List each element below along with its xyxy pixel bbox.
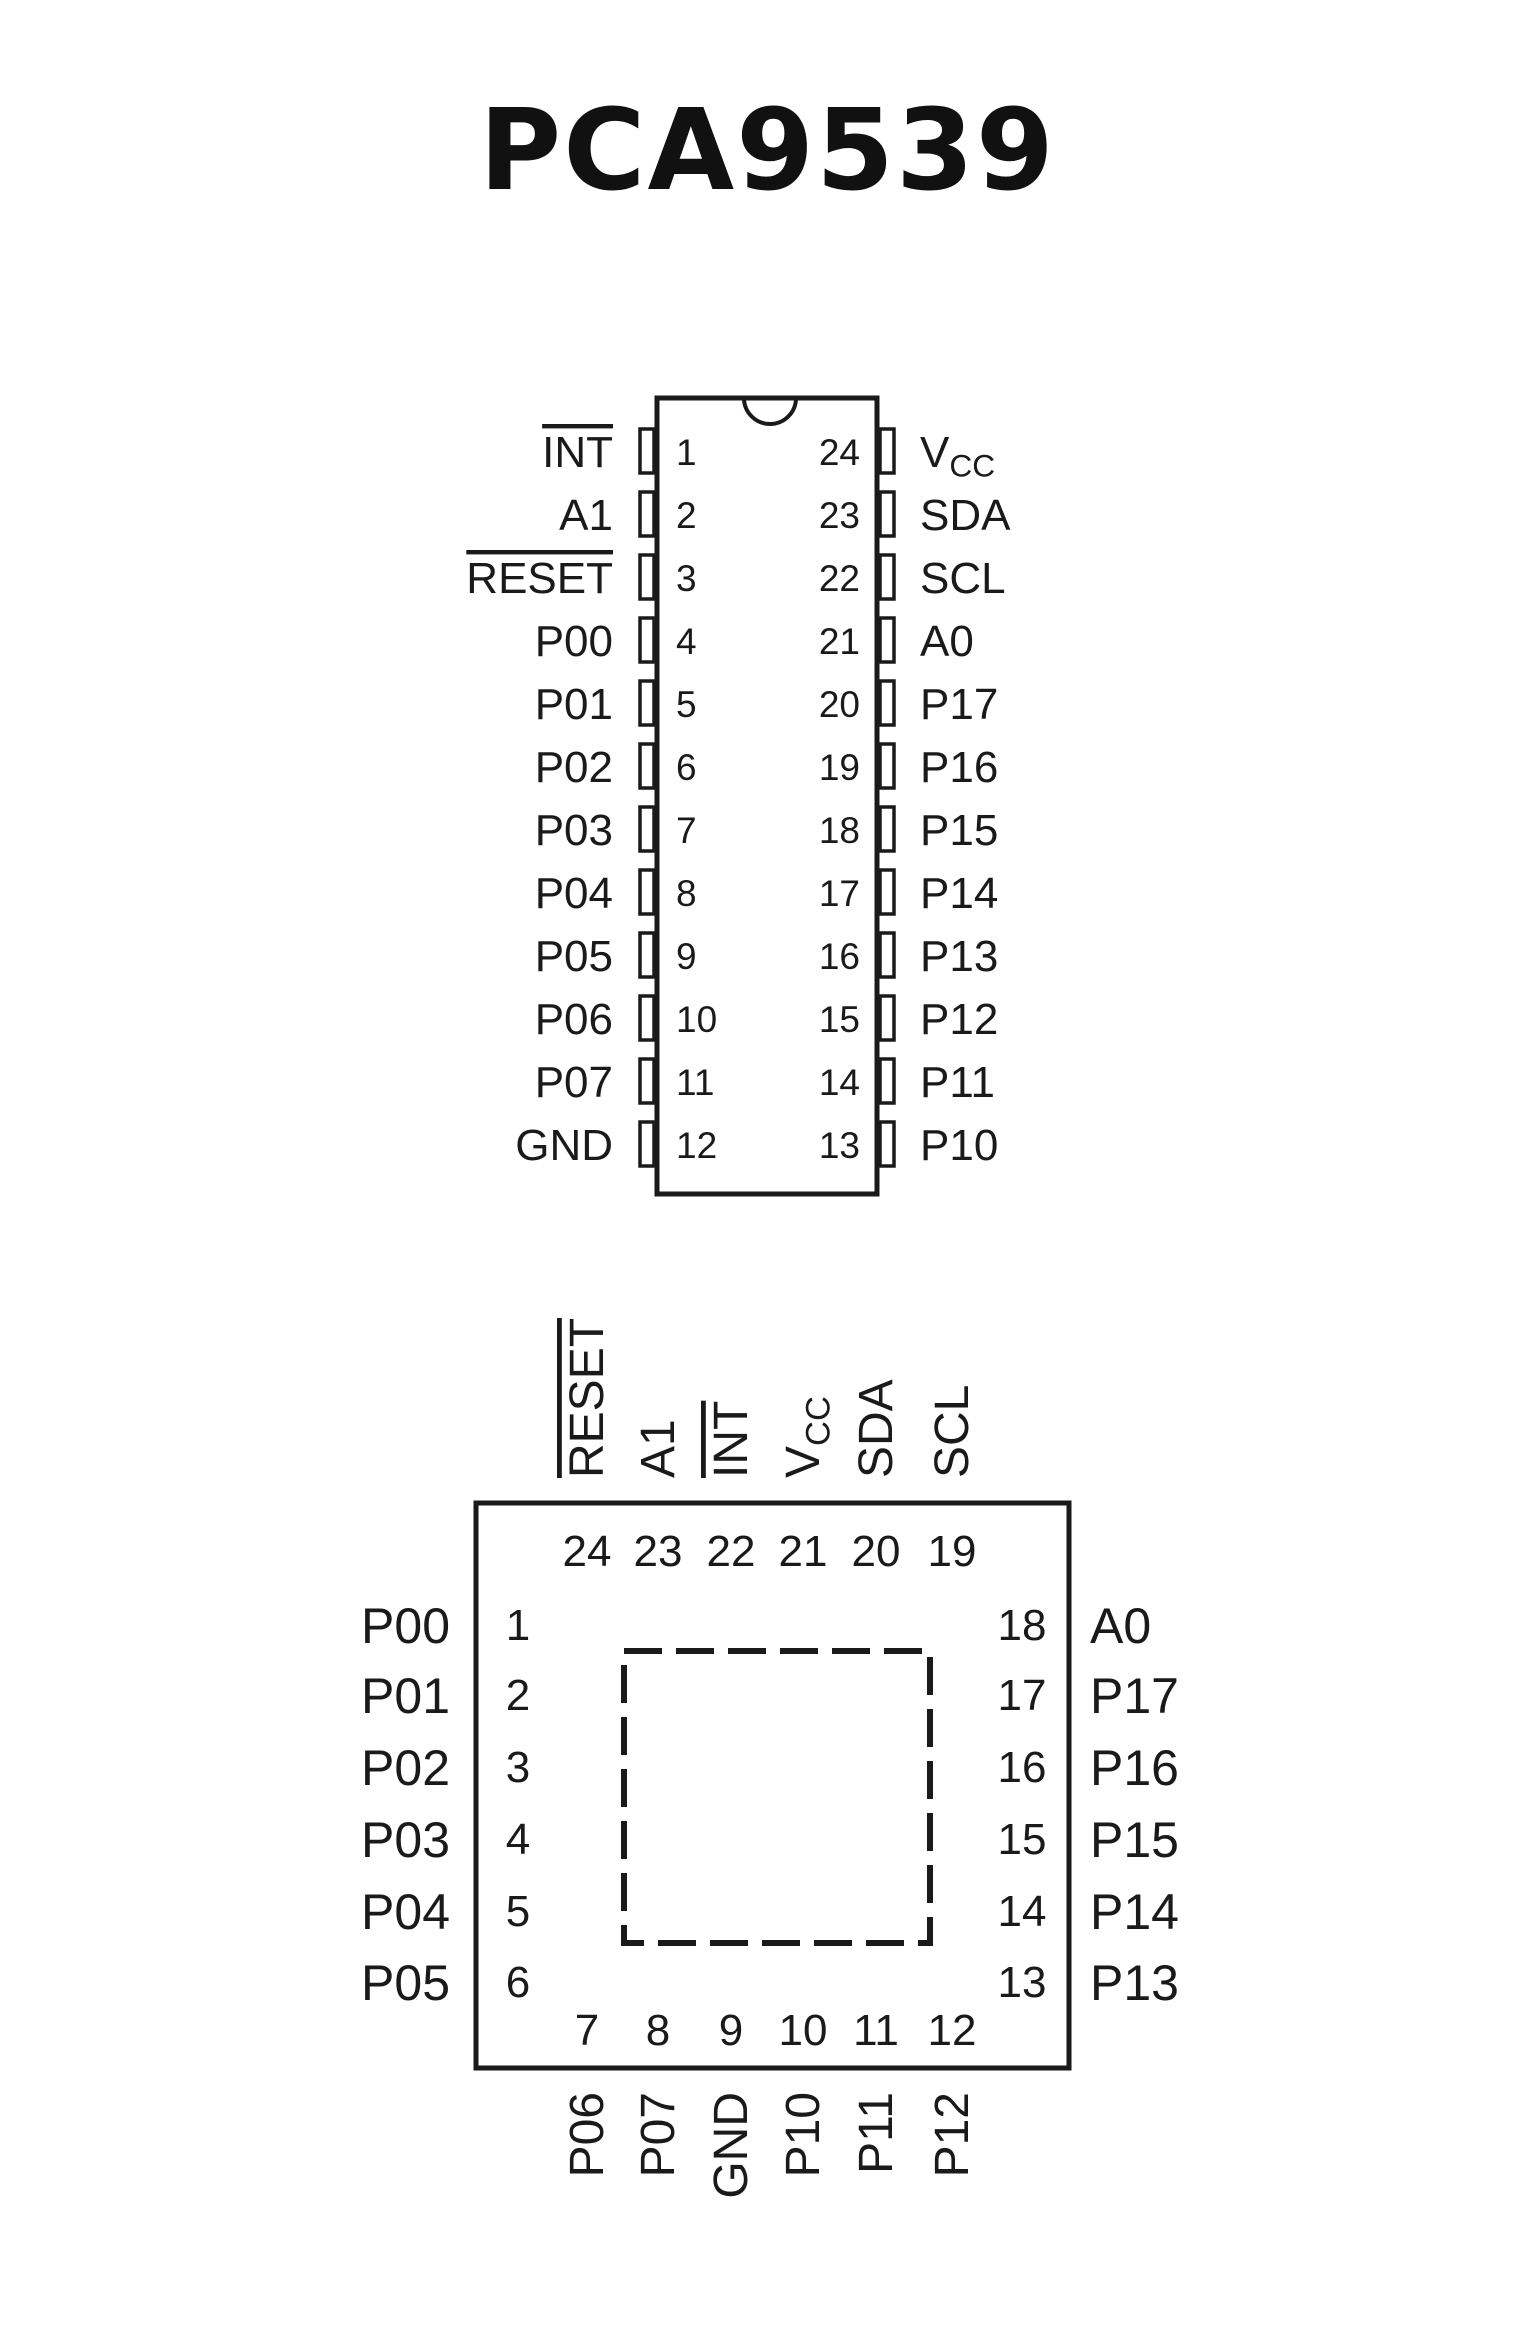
dip-pin-label-21-text: A0 bbox=[920, 617, 974, 666]
qfn-pin-label-11-text: P11 bbox=[850, 2092, 903, 2174]
dip-pin-12 bbox=[640, 1122, 654, 1166]
dip-pin-7 bbox=[640, 807, 654, 851]
qfn-pin-label-12-text: P12 bbox=[926, 2092, 979, 2178]
dip-pin-label-1 bbox=[542, 428, 613, 477]
qfn-pin-number-19: 19 bbox=[927, 1527, 977, 1576]
dip-pin-label-19-text: P16 bbox=[920, 743, 999, 792]
dip-pin-label-2-text: A1 bbox=[559, 491, 613, 540]
dip-pin-number-14: 14 bbox=[818, 1062, 860, 1103]
qfn-pin-number-15: 15 bbox=[997, 1815, 1047, 1864]
qfn-pin-label-6 bbox=[361, 1955, 450, 2011]
dip-pin-label-9 bbox=[535, 932, 613, 981]
dip-pin-label-18-text: P15 bbox=[920, 806, 999, 855]
qfn-pin-number-18: 18 bbox=[997, 1601, 1047, 1650]
qfn-pin-number-2: 2 bbox=[505, 1671, 531, 1720]
dip-pin-label-14 bbox=[920, 1058, 995, 1107]
dip-pin-number-7: 7 bbox=[676, 810, 697, 851]
dip-pin-number-21: 21 bbox=[818, 621, 860, 662]
qfn-pin-number-5: 5 bbox=[505, 1887, 531, 1936]
qfn-pin-label-10 bbox=[777, 2092, 830, 2177]
dip-pin-label-6-text: P02 bbox=[534, 743, 613, 792]
qfn-pin-label-22-text: INT bbox=[705, 1400, 758, 1478]
dip-pin-label-10-text: P06 bbox=[534, 995, 613, 1044]
qfn-pin-label-8 bbox=[632, 2092, 685, 2177]
qfn-pin-label-1 bbox=[361, 1598, 450, 1654]
dip-pin-label-5 bbox=[535, 680, 613, 729]
dip-pin-8 bbox=[640, 870, 654, 914]
dip-pin-number-19: 19 bbox=[818, 747, 860, 788]
qfn-pin-number-9: 9 bbox=[718, 2006, 744, 2055]
qfn-pin-label-7-text: P06 bbox=[561, 2092, 614, 2178]
dip-pin-label-6 bbox=[535, 743, 613, 792]
dip-pin-number-6: 6 bbox=[676, 747, 697, 788]
qfn-pin-label-21 bbox=[777, 1396, 838, 1478]
qfn-pin-label-14-text: P14 bbox=[1090, 1884, 1179, 1940]
qfn-pin-label-5 bbox=[361, 1884, 450, 1940]
dip-pin-number-2: 2 bbox=[676, 495, 697, 536]
qfn-body-outline bbox=[476, 1503, 1069, 2068]
qfn-pin-label-6-text: P05 bbox=[361, 1955, 450, 2011]
dip-pin-number-20: 20 bbox=[818, 684, 860, 725]
dip-pin-label-24-subscript: CC bbox=[949, 447, 996, 484]
dip-pin-label-17-text: P14 bbox=[920, 869, 999, 918]
dip-pin-number-16: 16 bbox=[818, 936, 860, 977]
qfn-pin-label-7 bbox=[561, 2092, 614, 2177]
dip-pin-6 bbox=[640, 744, 654, 788]
qfn-pin-number-11: 11 bbox=[853, 2006, 899, 2055]
qfn-package bbox=[361, 1318, 1179, 2199]
dip-pin-label-15 bbox=[920, 995, 998, 1044]
qfn-pin-label-23 bbox=[632, 1419, 685, 1478]
qfn-pin-label-12 bbox=[926, 2092, 979, 2177]
qfn-pin-label-2 bbox=[361, 1668, 450, 1724]
qfn-pin-label-13-text: P13 bbox=[1090, 1955, 1179, 2011]
dip-pin-number-18: 18 bbox=[818, 810, 860, 851]
qfn-pin-number-23: 23 bbox=[633, 1527, 683, 1576]
dip-pin-number-13: 13 bbox=[818, 1125, 860, 1166]
dip-package bbox=[466, 398, 1011, 1194]
dip-pin-label-20 bbox=[920, 680, 998, 729]
qfn-pin-label-3-text: P02 bbox=[361, 1740, 450, 1796]
dip-pin-21 bbox=[880, 618, 894, 662]
dip-pin-number-12: 12 bbox=[676, 1125, 718, 1166]
dip-pin-label-1-text: INT bbox=[542, 428, 613, 477]
dip-pin-3 bbox=[640, 555, 654, 599]
qfn-pin-label-22 bbox=[705, 1401, 758, 1478]
qfn-pin-number-1: 1 bbox=[505, 1601, 531, 1650]
dip-pin-label-11 bbox=[535, 1058, 613, 1107]
qfn-pin-number-6: 6 bbox=[505, 1958, 531, 2007]
dip-pin-9 bbox=[640, 933, 654, 977]
qfn-pin-number-20: 20 bbox=[851, 1527, 901, 1576]
dip-pin-5 bbox=[640, 681, 654, 725]
dip-pin-label-23 bbox=[920, 491, 1011, 540]
qfn-pin-label-15 bbox=[1090, 1812, 1179, 1868]
qfn-pin-number-16: 16 bbox=[997, 1743, 1047, 1792]
dip-pin-label-24 bbox=[920, 428, 995, 484]
qfn-pin-number-13: 13 bbox=[997, 1958, 1047, 2007]
qfn-pin-label-18 bbox=[1090, 1598, 1151, 1654]
dip-pin-label-12 bbox=[515, 1121, 613, 1170]
qfn-pin-label-24 bbox=[561, 1318, 614, 1478]
qfn-pin-label-17 bbox=[1090, 1668, 1179, 1724]
qfn-pin-label-19-text: SCL bbox=[926, 1384, 979, 1478]
dip-pin-label-5-text: P01 bbox=[534, 680, 613, 729]
dip-pin-24 bbox=[880, 429, 894, 473]
dip-pin-label-15-text: P12 bbox=[920, 995, 999, 1044]
dip-pin-label-3-text: RESET bbox=[466, 554, 613, 603]
dip-pin-23 bbox=[880, 492, 894, 536]
dip-pin-label-17 bbox=[920, 869, 998, 918]
dip-pin-10 bbox=[640, 996, 654, 1040]
qfn-pin-label-21-text: V bbox=[777, 1445, 830, 1478]
qfn-pin-label-20 bbox=[850, 1379, 903, 1478]
qfn-pin-number-22: 22 bbox=[706, 1527, 756, 1576]
dip-pin-number-4: 4 bbox=[676, 621, 697, 662]
dip-pin-number-17: 17 bbox=[818, 873, 860, 914]
dip-notch-icon bbox=[744, 398, 796, 424]
dip-pin-2 bbox=[640, 492, 654, 536]
qfn-pin-number-14: 14 bbox=[997, 1887, 1047, 1936]
dip-pin-label-10 bbox=[535, 995, 613, 1044]
qfn-pin-label-5-text: P04 bbox=[361, 1884, 450, 1940]
dip-pin-18 bbox=[880, 807, 894, 851]
dip-pin-number-15: 15 bbox=[818, 999, 860, 1040]
dip-pin-19 bbox=[880, 744, 894, 788]
qfn-pin-label-15-text: P15 bbox=[1090, 1812, 1179, 1868]
qfn-pin-label-4-text: P03 bbox=[361, 1812, 450, 1868]
qfn-pin-label-20-text: SDA bbox=[850, 1379, 903, 1478]
dip-pin-label-16-text: P13 bbox=[920, 932, 999, 981]
dip-pin-number-22: 22 bbox=[818, 558, 860, 599]
dip-pin-20 bbox=[880, 681, 894, 725]
qfn-pin-label-18-text: A0 bbox=[1090, 1598, 1152, 1654]
dip-pin-16 bbox=[880, 933, 894, 977]
dip-pin-13 bbox=[880, 1122, 894, 1166]
dip-pin-label-22-text: SCL bbox=[920, 554, 1006, 603]
dip-pin-14 bbox=[880, 1059, 894, 1103]
dip-pin-22 bbox=[880, 555, 894, 599]
dip-pin-label-18 bbox=[920, 806, 998, 855]
qfn-pin-label-13 bbox=[1090, 1955, 1179, 2011]
dip-pin-label-24-text: V bbox=[920, 428, 950, 477]
dip-pin-17 bbox=[880, 870, 894, 914]
qfn-pin-label-10-text: P10 bbox=[777, 2092, 830, 2178]
dip-pin-number-1: 1 bbox=[676, 432, 697, 473]
dip-pin-label-8 bbox=[535, 869, 613, 918]
diagram-title: PCA9539 bbox=[479, 86, 1056, 216]
qfn-exposed-pad bbox=[624, 1651, 930, 1943]
dip-pin-label-13 bbox=[920, 1121, 998, 1170]
qfn-pin-number-24: 24 bbox=[562, 1527, 612, 1576]
dip-pin-label-16 bbox=[920, 932, 998, 981]
qfn-pin-label-4 bbox=[361, 1812, 450, 1868]
dip-pin-label-23-text: SDA bbox=[920, 491, 1011, 540]
dip-pin-label-4-text: P00 bbox=[534, 617, 613, 666]
qfn-pin-number-17: 17 bbox=[997, 1671, 1047, 1720]
qfn-pin-number-10: 10 bbox=[778, 2006, 828, 2055]
dip-pin-number-8: 8 bbox=[676, 873, 697, 914]
dip-pin-4 bbox=[640, 618, 654, 662]
dip-pin-label-12-text: GND bbox=[515, 1121, 613, 1170]
dip-pin-label-3 bbox=[466, 554, 613, 603]
qfn-pin-label-1-text: P00 bbox=[361, 1598, 450, 1654]
dip-pin-label-19 bbox=[920, 743, 998, 792]
dip-pin-number-10: 10 bbox=[676, 999, 718, 1040]
qfn-pin-label-9-text: GND bbox=[705, 2092, 758, 2199]
dip-pin-number-9: 9 bbox=[676, 936, 697, 977]
dip-pin-11 bbox=[640, 1059, 654, 1103]
qfn-pin-label-16-text: P16 bbox=[1090, 1740, 1179, 1796]
qfn-pin-label-21-subscript: CC bbox=[799, 1396, 838, 1446]
dip-pin-number-11: 11 bbox=[676, 1062, 715, 1103]
qfn-pin-number-7: 7 bbox=[574, 2006, 600, 2055]
dip-pin-label-2 bbox=[559, 491, 613, 540]
dip-pin-15 bbox=[880, 996, 894, 1040]
dip-pin-label-9-text: P05 bbox=[534, 932, 613, 981]
qfn-pin-label-9 bbox=[705, 2092, 758, 2199]
qfn-pin-label-19 bbox=[926, 1385, 979, 1478]
dip-pin-label-11-text: P07 bbox=[534, 1058, 613, 1107]
dip-pin-label-21 bbox=[920, 617, 974, 666]
dip-pin-number-3: 3 bbox=[676, 558, 697, 599]
qfn-pin-number-21: 21 bbox=[778, 1527, 828, 1576]
dip-pin-label-14-text: P11 bbox=[920, 1058, 996, 1107]
dip-pin-number-23: 23 bbox=[818, 495, 860, 536]
dip-pin-label-22 bbox=[920, 554, 1006, 603]
qfn-pin-label-14 bbox=[1090, 1884, 1179, 1940]
qfn-pin-number-8: 8 bbox=[645, 2006, 671, 2055]
qfn-pin-label-8-text: P07 bbox=[632, 2092, 685, 2178]
dip-pin-1 bbox=[640, 429, 654, 473]
qfn-pin-label-16 bbox=[1090, 1740, 1179, 1796]
dip-pin-label-13-text: P10 bbox=[920, 1121, 999, 1170]
qfn-pin-label-23-text: A1 bbox=[632, 1419, 685, 1478]
qfn-pin-number-4: 4 bbox=[505, 1815, 531, 1864]
qfn-pin-label-24-text: RESET bbox=[561, 1317, 614, 1478]
dip-pin-label-7-text: P03 bbox=[534, 806, 613, 855]
dip-pin-label-4 bbox=[535, 617, 613, 666]
dip-pin-label-8-text: P04 bbox=[534, 869, 613, 918]
qfn-pin-label-17-text: P17 bbox=[1090, 1668, 1179, 1724]
qfn-pin-label-3 bbox=[361, 1740, 450, 1796]
dip-pin-label-7 bbox=[535, 806, 613, 855]
dip-pin-number-24: 24 bbox=[818, 432, 860, 473]
qfn-pin-number-12: 12 bbox=[927, 2006, 977, 2055]
qfn-pin-number-3: 3 bbox=[505, 1743, 531, 1792]
qfn-pin-label-11 bbox=[850, 2092, 903, 2174]
dip-pin-label-20-text: P17 bbox=[920, 680, 999, 729]
dip-pin-number-5: 5 bbox=[676, 684, 697, 725]
qfn-pin-label-2-text: P01 bbox=[361, 1668, 450, 1724]
